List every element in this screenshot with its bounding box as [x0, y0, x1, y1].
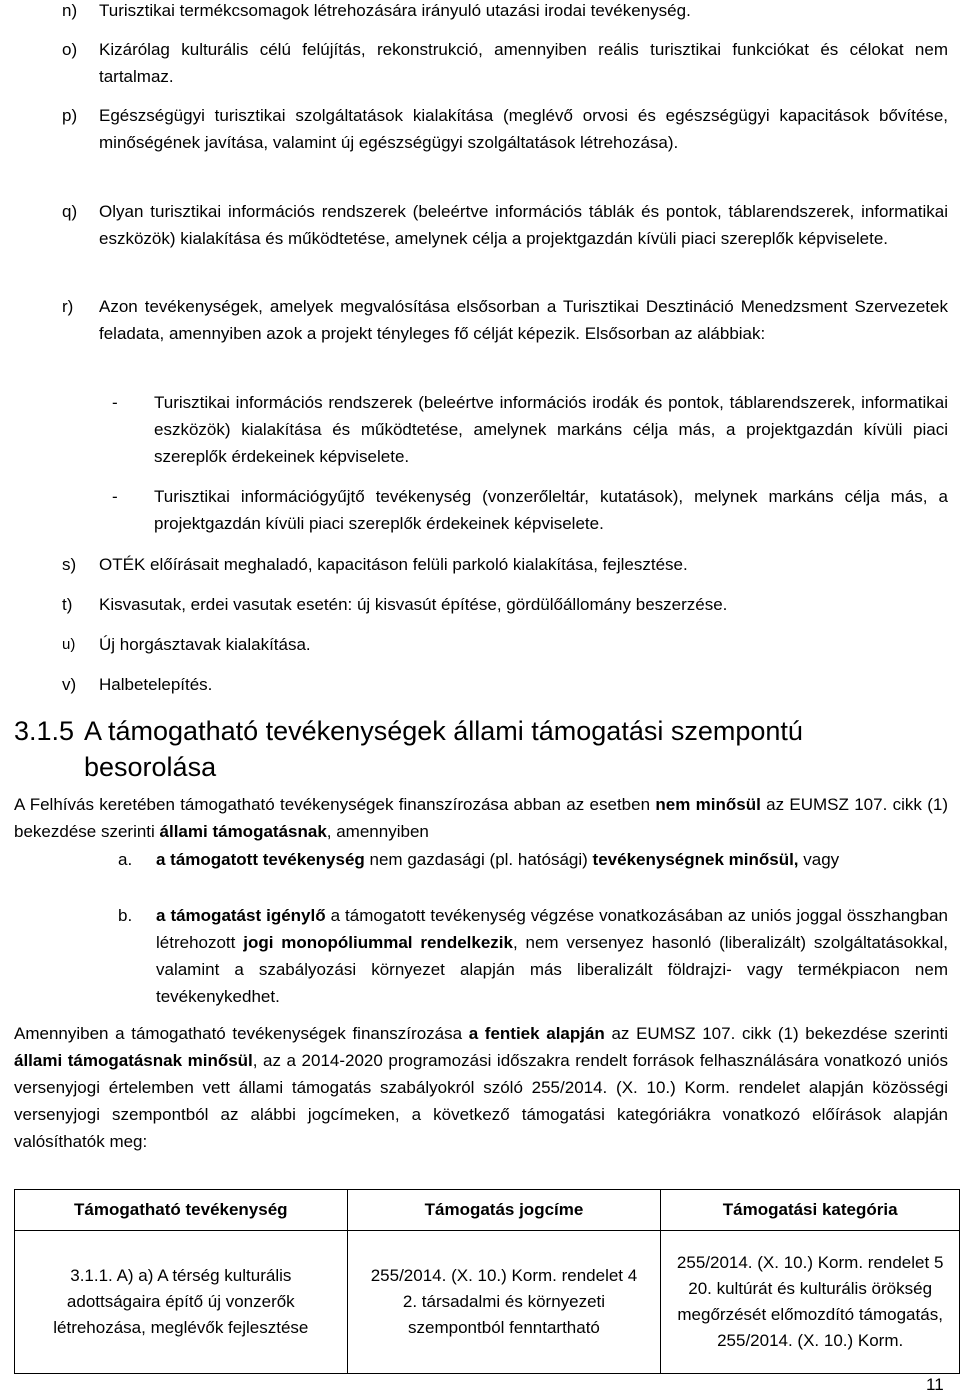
- list-item-p: [62, 102, 948, 156]
- para-text: , az a 2014-2020 programozási időszakra rendelt források felhasználására vonatkozó uniós versenyjogi értelemben vett állami támogatás szabályokról szóló 255/2014. (X. 10.) Korm. rendelet alapján közösségi versenyjogi szempontból az alábbi jogcímeken, a következő támogatási kategóriákra vonatkozó előírások alapján valósíthatók meg:: [14, 1051, 948, 1151]
- condition-marker: a.: [118, 850, 133, 869]
- condition-marker: b.: [118, 906, 133, 925]
- list-text: Új horgásztavak kialakítása.: [99, 635, 311, 654]
- para-bold: nem minősül: [655, 795, 761, 814]
- list-text: OTÉK előírásait meghaladó, kapacitáson felüli parkoló kialakítása, fejlesztése.: [99, 555, 688, 574]
- para-text: az EUMSZ 107. cikk (1) bekezdése szerinti: [604, 1024, 948, 1043]
- table-header: Támogatható tevékenység: [15, 1190, 348, 1231]
- para-text: Amennyiben a támogatható tevékenységek finanszírozása: [14, 1024, 469, 1043]
- table-cell: [347, 1231, 661, 1374]
- list-marker: p): [62, 106, 78, 125]
- list-item-r: [62, 293, 948, 347]
- cond-text: a támogatott tevékenység végzése vonatkozásában az uniós joggal összhangban létrehozott: [156, 906, 948, 952]
- list-text: Olyan turisztikai információs rendszerek (beleértve információs táblák és pontok, táblarendszerek, informatikai eszközök) kialakítása és működtetése, amelynek célja a projektgazdán kívüli piaci szereplők képviselete.: [99, 202, 948, 248]
- list-marker: t): [62, 595, 73, 614]
- dash-marker: -: [112, 487, 118, 506]
- para-bold: állami támogatásnak minősül: [14, 1051, 253, 1070]
- list-text: Turisztikai termékcsomagok létrehozására irányuló utazási irodai tevékenység.: [99, 1, 691, 20]
- list-text: Kisvasutak, erdei vasutak esetén: új kisvasút építése, gördülőállomány beszerzése.: [99, 595, 728, 614]
- list-item-n: [62, 0, 948, 24]
- para-bold: állami támogatásnak: [159, 822, 327, 841]
- cond-text: , nem versenyez hasonló (liberalizált) szolgáltatásokkal, valamint a szabályozási környezet alapján más liberalizált földrajzi- vagy termékpiacon nem tevékenykedhet.: [156, 933, 949, 1006]
- cond-text: vagy: [798, 850, 840, 869]
- list-item-o: [62, 36, 948, 90]
- cond-bold: tevékenységnek minősül,: [592, 850, 799, 869]
- list-marker: r): [62, 297, 74, 316]
- table-cell-text: 255/2014. (X. 10.) Korm. rendelet 4 2. társadalmi és környezeti szempontból fenntartható: [370, 1266, 638, 1337]
- para-text: az EUMSZ 107. cikk (1) bekezdése szerinti: [14, 795, 948, 841]
- list-marker: o): [62, 40, 78, 59]
- sub-item-2: [112, 483, 948, 537]
- condition-item-b: [118, 902, 948, 1010]
- cond-bold: jogi monopóliummal rendelkezik: [243, 933, 513, 952]
- para-bold: a fentiek alapján: [468, 1024, 605, 1043]
- list-text: Halbetelepítés.: [99, 675, 213, 694]
- list-text: Azon tevékenységek, amelyek megvalósítása elsősorban a Turisztikai Desztináció Menedzsment Szervezetek feladata, amennyiben azok a projekt tényleges fő célját képezik. Elsősorban az alábbiak:: [99, 297, 948, 343]
- list-item-v: [62, 671, 948, 698]
- table-cell: [661, 1231, 960, 1374]
- list-marker: v): [62, 675, 77, 694]
- list-marker: q): [62, 202, 78, 221]
- cond-bold: a támogatást igénylő: [156, 906, 326, 925]
- list-item-s: [62, 551, 948, 578]
- list-marker: u): [62, 636, 76, 653]
- table-cell-text: 255/2014. (X. 10.) Korm. rendelet 5 20. kultúrát és kulturális örökség megőrzését előmozdító támogatás, 255/2014. (X. 10.) Korm.: [676, 1253, 944, 1350]
- list-item-t: [62, 591, 948, 618]
- heading-number: 3.1.5: [14, 716, 75, 746]
- sub-item-1: [112, 389, 948, 470]
- table-header: Támogatás jogcíme: [347, 1190, 661, 1231]
- sub-text: Turisztikai információgyűjtő tevékenység (vonzerőleltár, kutatások), melynek markáns célja más, a projektgazdán kívüli piaci szereplők érdekeinek képviselete.: [154, 487, 948, 533]
- para-text: , amennyiben: [326, 822, 429, 841]
- paragraph-legal-basis: [14, 1020, 948, 1155]
- page-number: 11: [926, 1375, 944, 1394]
- list-text: Egészségügyi turisztikai szolgáltatások kialakítása (meglévő orvosi és egészségügyi kapacitások bővítése, minőségének javítása, valamint új egészségügyi szolgáltatások létrehozása).: [99, 106, 948, 152]
- cond-text: nem gazdasági (pl. hatósági): [364, 850, 593, 869]
- table-row: [15, 1231, 960, 1374]
- paragraph-intro: [14, 791, 948, 845]
- table-cell-text: 3.1.1. A) a) A térség kulturális adottságaira építő új vonzerők létrehozása, meglévők fejlesztése: [53, 1266, 309, 1337]
- cond-bold: a támogatott tevékenység: [156, 850, 365, 869]
- table-cell: [15, 1231, 348, 1374]
- dash-marker: -: [112, 393, 118, 412]
- heading-title-line1: A támogatható tevékenységek állami támogatási szempontú: [84, 716, 803, 746]
- list-text: Kizárólag kulturális célú felújítás, rekonstrukció, amennyiben reális turisztikai funkciókat és célokat nem tartalmaz.: [99, 40, 948, 86]
- list-marker: s): [62, 555, 77, 574]
- condition-item-a: [118, 846, 948, 873]
- list-marker: n): [62, 1, 78, 20]
- sub-text: Turisztikai információs rendszerek (beleértve információs irodák és pontok, táblarendszerek, informatikai eszközök) kialakítása és működtetése, amelynek markáns célja más, a projektgazdán kívüli piaci szereplők érdekeinek képviselete.: [154, 393, 948, 466]
- list-item-u: [62, 631, 948, 658]
- para-text: A Felhívás keretében támogatható tevékenységek finanszírozása abban az esetben: [14, 795, 656, 814]
- list-item-q: [62, 198, 948, 252]
- aid-category-table: [14, 1189, 960, 1374]
- heading-title-line2: besorolása: [84, 752, 217, 782]
- table-header-row: [15, 1190, 960, 1231]
- table-header: Támogatási kategória: [661, 1190, 960, 1231]
